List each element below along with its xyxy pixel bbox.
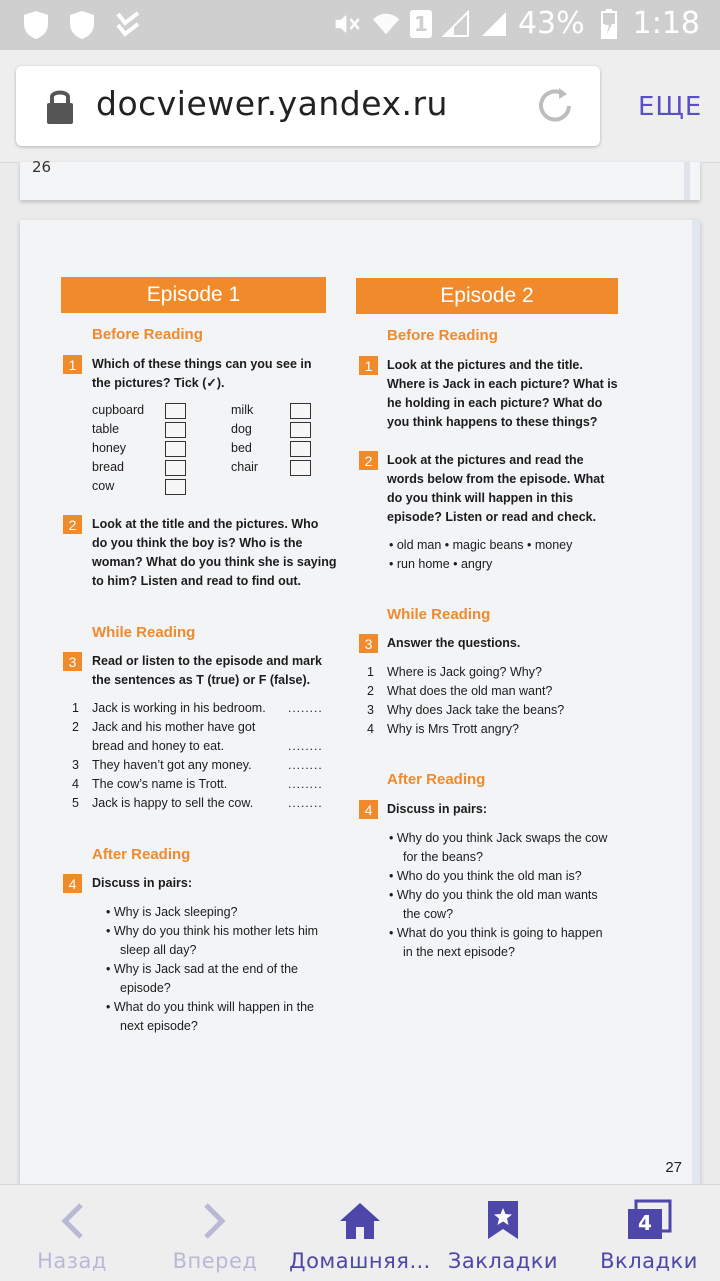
shield-icon — [68, 10, 96, 40]
statement-text: The cow’s name is Trott. — [92, 777, 228, 791]
tick-checkbox[interactable] — [290, 441, 311, 457]
home-label: Домашняя… — [289, 1249, 431, 1273]
tabs-icon — [626, 1185, 672, 1241]
tick-checkbox[interactable] — [165, 422, 186, 438]
question-number: 3 — [63, 652, 82, 671]
question-number: 4 — [63, 874, 82, 893]
url-text[interactable]: docviewer.yandex.ru — [96, 84, 448, 123]
discussion-item: for the beans? — [403, 850, 483, 864]
address-bar[interactable] — [16, 66, 600, 146]
question-text: Read or listen to the episode and mark the sentences as T (true) or F (false). — [92, 654, 322, 687]
tick-item: honey — [92, 441, 127, 455]
chevron-right-icon — [202, 1185, 228, 1241]
home-icon — [338, 1185, 382, 1241]
episode-2-banner: Episode 2 — [356, 278, 618, 314]
tick-checkbox[interactable] — [290, 460, 311, 476]
statement-number: 2 — [72, 720, 79, 734]
shield-icon — [22, 10, 50, 40]
word-list: • run home • angry — [389, 557, 493, 571]
episode-1-banner: Episode 1 — [61, 277, 326, 313]
status-bar — [0, 0, 720, 50]
document-page — [20, 220, 700, 1184]
bottom-navigation — [0, 1184, 720, 1281]
forward-button[interactable] — [170, 1185, 260, 1281]
page-number: 27 — [665, 1159, 682, 1176]
answer-blank[interactable]: ........ — [288, 739, 323, 753]
question-number: 3 — [359, 634, 378, 653]
question-item: What does the old man want? — [387, 684, 553, 698]
answer-blank[interactable]: ........ — [288, 701, 323, 715]
statement-number: 5 — [72, 796, 79, 810]
tick-checkbox[interactable] — [165, 441, 186, 457]
question-number: 4 — [367, 722, 374, 736]
tick-checkbox[interactable] — [165, 460, 186, 476]
tick-item: milk — [231, 403, 254, 417]
reload-icon[interactable] — [533, 84, 577, 132]
discussion-item: • Why is Jack sad at the end of the — [106, 962, 298, 976]
discussion-item: the cow? — [403, 907, 454, 921]
discussion-item: • What do you think will happen in the — [106, 1000, 314, 1014]
tick-item: bread — [92, 460, 124, 474]
question-number: 4 — [359, 800, 378, 819]
question-text: Which of these things can you see in the pictures? Tick (✓). — [92, 357, 312, 390]
statement-text: Jack and his mother have got — [92, 720, 256, 734]
tabs-label: Вкладки — [600, 1249, 698, 1273]
question-text: Discuss in pairs: — [387, 802, 488, 816]
statement-text: They haven’t got any money. — [92, 758, 252, 772]
before-reading-heading: Before Reading — [387, 327, 498, 344]
statement-text: Jack is working in his bedroom. — [92, 701, 266, 715]
page-edge — [684, 162, 690, 200]
home-button[interactable] — [289, 1185, 431, 1281]
tick-checkbox[interactable] — [165, 479, 186, 495]
question-text: Answer the questions. — [387, 636, 521, 650]
back-button[interactable] — [32, 1185, 112, 1281]
question-item: Why is Mrs Trott angry? — [387, 722, 519, 736]
browser-header — [0, 50, 720, 163]
discussion-item: • What do you think is going to happen — [389, 926, 603, 940]
tick-item: chair — [231, 460, 259, 474]
tick-item: bed — [231, 441, 252, 455]
chevron-left-icon — [59, 1185, 85, 1241]
before-reading-heading: Before Reading — [92, 326, 203, 343]
question-number: 2 — [63, 515, 82, 534]
after-reading-heading: After Reading — [387, 771, 486, 788]
statement-text: Jack is happy to sell the cow. — [92, 796, 254, 810]
bookmark-icon — [486, 1185, 520, 1241]
tick-item: cow — [92, 479, 115, 493]
after-reading-heading: After Reading — [92, 846, 191, 863]
question-text: Look at the title and the pictures. Who do you think the boy is? Who is the woman? What do you think she is saying to him? Listen and read to find out. — [92, 517, 337, 588]
back-label: Назад — [37, 1249, 107, 1273]
statement-text: bread and honey to eat. — [92, 739, 225, 753]
previous-page — [20, 158, 700, 200]
answer-blank[interactable]: ........ — [288, 777, 323, 791]
discussion-item: • Why do you think the old man wants — [389, 888, 598, 902]
discussion-item: sleep all day? — [120, 943, 197, 957]
lock-icon — [44, 86, 76, 130]
question-item: Why does Jack take the beans? — [387, 703, 565, 717]
bookmarks-label: Закладки — [447, 1249, 559, 1273]
question-number: 2 — [359, 451, 378, 470]
battery-percent: 43% — [517, 6, 585, 41]
discussion-item: in the next episode? — [403, 945, 515, 959]
while-reading-heading: While Reading — [92, 624, 196, 641]
tick-checkbox[interactable] — [290, 422, 311, 438]
answer-blank[interactable]: ........ — [288, 758, 323, 772]
tabs-button[interactable] — [596, 1185, 702, 1281]
bookmarks-button[interactable] — [446, 1185, 560, 1281]
question-number: 2 — [367, 684, 374, 698]
question-text: Look at the pictures and the title. Where is Jack in each picture? What is he holding in each picture? What do you think happens to these things? — [387, 358, 618, 429]
tick-item: table — [92, 422, 120, 436]
discussion-item: • Who do you think the old man is? — [389, 869, 582, 883]
forward-label: Вперед — [172, 1249, 258, 1273]
signal-icon — [442, 9, 470, 39]
wifi-icon — [372, 9, 400, 39]
battery-icon — [595, 9, 623, 39]
word-list: • old man • magic beans • money — [389, 538, 573, 552]
statement-number: 4 — [72, 777, 79, 791]
question-text: Discuss in pairs: — [92, 876, 193, 890]
discussion-item: • Why is Jack sleeping? — [106, 905, 238, 919]
discussion-item: • Why do you think Jack swaps the cow — [389, 831, 608, 845]
discussion-item: next episode? — [120, 1019, 198, 1033]
page-number: 26 — [32, 158, 52, 176]
page-edge — [692, 220, 700, 1184]
question-number: 1 — [359, 356, 378, 375]
tick-item: dog — [231, 422, 252, 436]
download-check-icon — [114, 10, 142, 40]
discussion-item: episode? — [120, 981, 171, 995]
question-text: Look at the pictures and read the words below from the episode. What do you think will happen in this episode? Listen or read and check. — [387, 453, 605, 524]
mute-icon — [334, 9, 362, 39]
tick-checkbox[interactable] — [290, 403, 311, 419]
tick-checkbox[interactable] — [165, 403, 186, 419]
statement-number: 1 — [72, 701, 79, 715]
answer-blank[interactable]: ........ — [288, 796, 323, 810]
while-reading-heading: While Reading — [387, 606, 491, 623]
discussion-item: • Why do you think his mother lets him — [106, 924, 319, 938]
tick-item: cupboard — [92, 403, 145, 417]
signal-icon — [480, 9, 508, 39]
question-number: 3 — [367, 703, 374, 717]
sim-badge: 1 — [410, 10, 432, 38]
clock: 1:18 — [632, 6, 700, 41]
tabs-count: 4 — [638, 1211, 652, 1235]
more-button[interactable]: ЕЩЕ — [638, 92, 703, 122]
question-number: 1 — [63, 355, 82, 374]
statement-number: 3 — [72, 758, 79, 772]
question-number: 1 — [367, 665, 374, 679]
question-item: Where is Jack going? Why? — [387, 665, 542, 679]
